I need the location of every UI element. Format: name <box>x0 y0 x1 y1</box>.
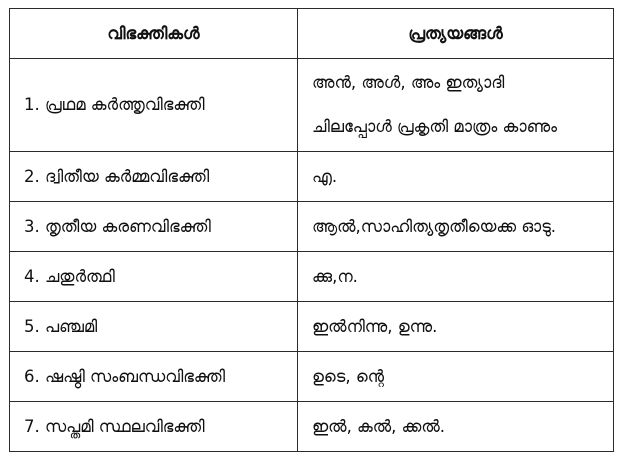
table-row <box>10 252 614 302</box>
table-row <box>10 152 614 202</box>
suffix-cell: ഇൽ, കൽ, ക്കൽ. <box>298 402 614 452</box>
suffix-cell: ഇൽനിന്നു, ഉന്നു. <box>298 302 614 352</box>
suffix-line: അൻ, അൾ, അം ഇത്യാദി <box>312 73 505 92</box>
case-cell: 4. ചതുർത്ഥി <box>10 252 298 302</box>
suffix-line: ചിലപ്പോൾ പ്രകൃതി മാത്രം കാണും <box>312 117 558 136</box>
table-header-row <box>10 9 614 59</box>
case-cell: 6. ഷഷ്ഠി സംബന്ധവിഭക്തി <box>10 352 298 402</box>
table-row <box>10 352 614 402</box>
suffix-cell: ഉടെ, ന്റെ <box>298 352 614 402</box>
case-cell: 1. പ്രഥമ കർത്തൃവിഭക്തി <box>10 59 298 152</box>
case-cell: 3. തൃതീയ കരണവിഭക്തി <box>10 202 298 252</box>
table-row <box>10 59 614 152</box>
header-pratyayam: പ്രത്യയങ്ങൾ <box>298 9 614 59</box>
vibhakti-table <box>9 8 614 452</box>
table-row <box>10 202 614 252</box>
case-cell: 7. സപ്തമി സ്ഥലവിഭക്തി <box>10 402 298 452</box>
header-vibhakti: വിഭക്തികൾ <box>10 9 298 59</box>
suffix-cell: എ. <box>298 152 614 202</box>
suffix-cell: ആൽ,സാഹിത്യതൃതീയെക്ക ഓടു. <box>298 202 614 252</box>
case-cell: 5. പഞ്ചമി <box>10 302 298 352</box>
table-row <box>10 302 614 352</box>
table-row <box>10 402 614 452</box>
suffix-cell <box>298 59 614 152</box>
suffix-cell: ക്കു,ന. <box>298 252 614 302</box>
case-cell: 2. ദ്വിതീയ കർമ്മവിഭക്തി <box>10 152 298 202</box>
